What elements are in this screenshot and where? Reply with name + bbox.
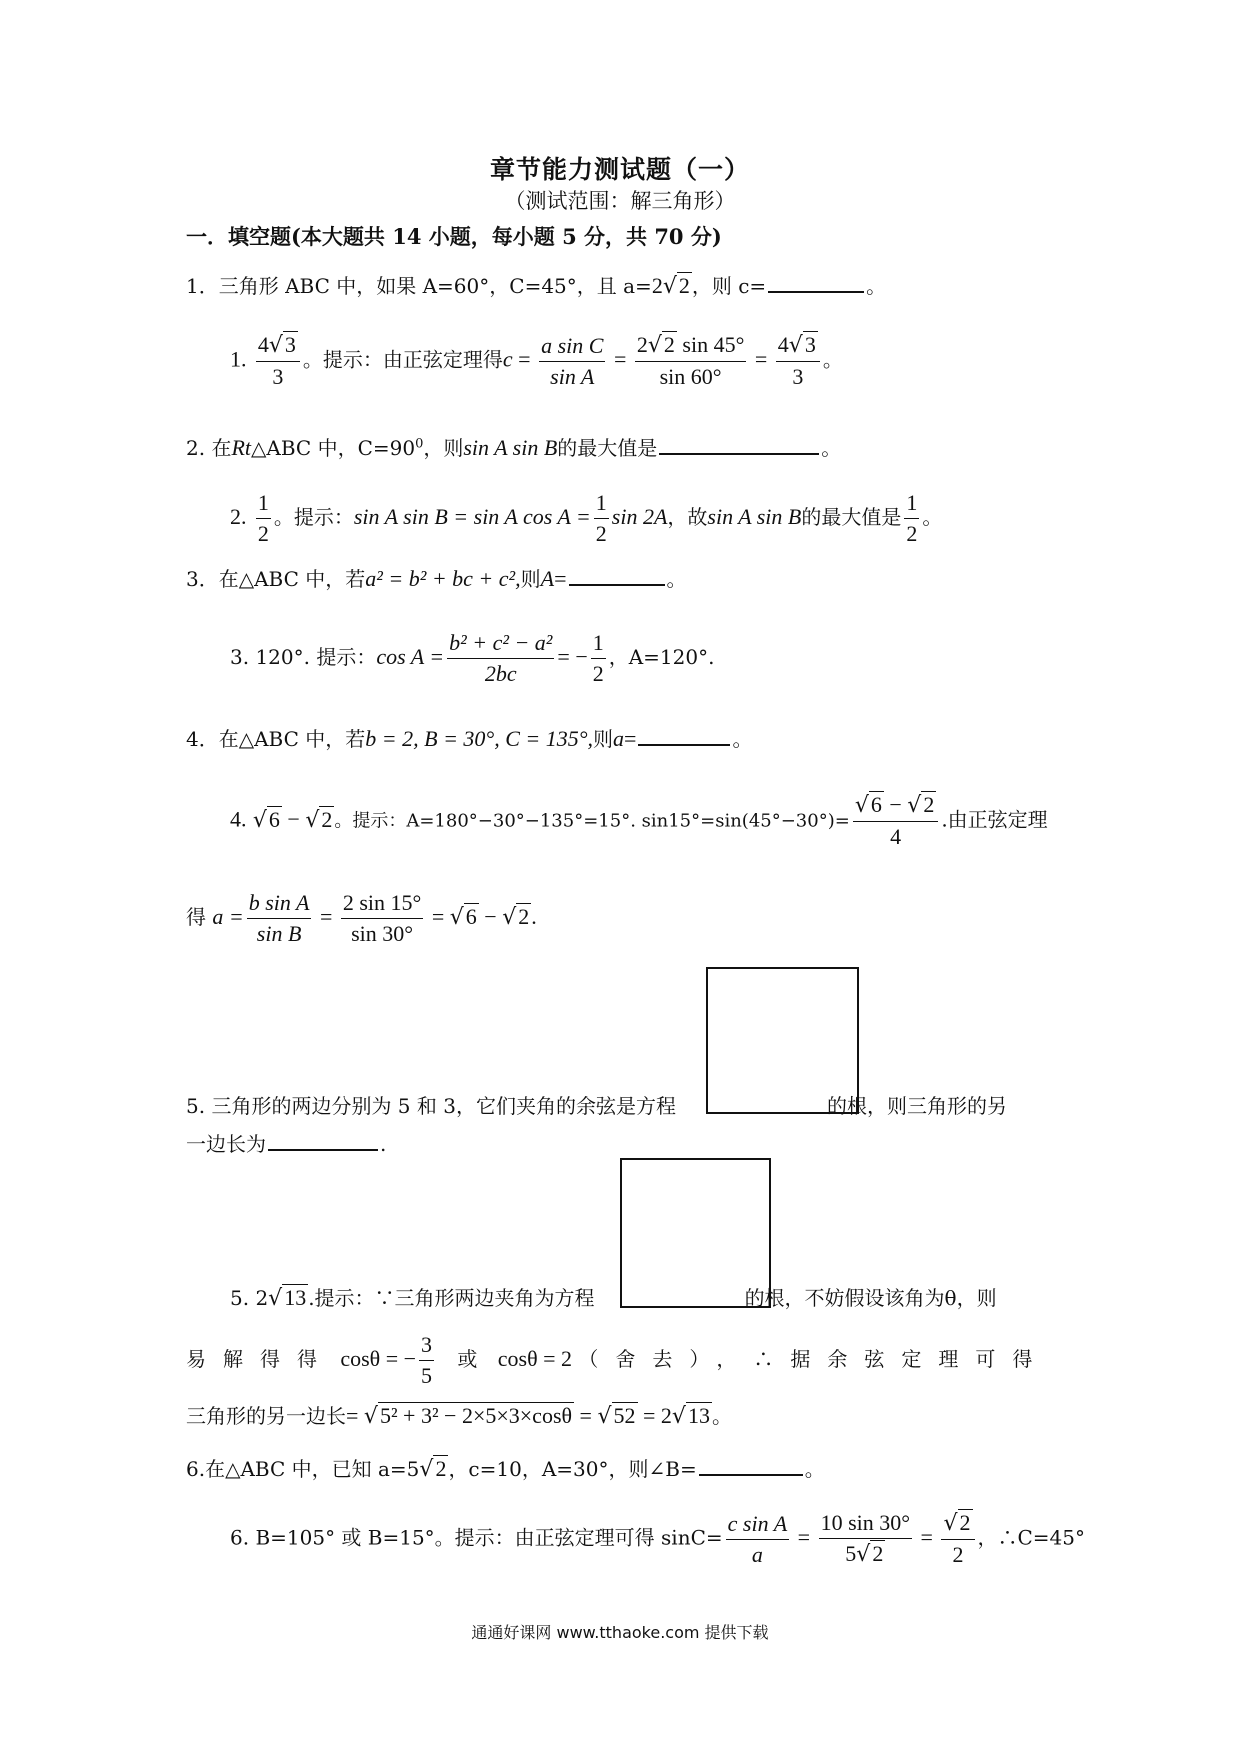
answer-5-eq2: = 2 <box>637 1403 672 1428</box>
answer-4b-den2: sin 30° <box>351 921 414 946</box>
question-1-end: 。 <box>866 274 887 298</box>
question-4 <box>186 723 752 752</box>
fraction: $\frac{2√2 \sin 45^\circ}{\sin 60^\circ}$ <box>636 332 745 389</box>
answer-5-cos1: cosθ = − <box>340 1346 417 1371</box>
answer-6-label: 6. B=105° 或 B=15°。提示：由正弦定理可得 sinC= <box>230 1525 723 1550</box>
question-3-expr: a² = b² + bc + c², <box>365 566 521 591</box>
answer-1-end: 。 <box>822 347 843 372</box>
answer-blank[interactable] <box>699 1473 803 1476</box>
answer-5: 5. 2√13 .提示：∵三角形两边夹角为方程 的根，不妨假设该角为θ，则 <box>230 1285 997 1311</box>
answer-1: 1. $\frac{4√3}{3}$ 。提示：由正弦定理得c = $\frac{\text{a sin C}}{\text{sin A}}$ = $\frac{2√2 \sin 45^\circ}{\sin 60^\circ}$ = $\frac{4√3}{3}$ 。 <box>230 330 843 392</box>
question-2-period: 。 <box>821 436 842 460</box>
question-2-mid2: ，则 <box>423 436 464 460</box>
answer-4b-den1: sin B <box>256 921 302 946</box>
page-subtitle: （测试范围：解三角形） <box>504 189 736 213</box>
answer-5-suffix: 的根，不妨假设该角为θ，则 <box>744 1286 997 1310</box>
fraction <box>247 888 312 949</box>
fraction <box>447 628 554 689</box>
answer-blank[interactable] <box>638 743 730 746</box>
fraction: $\frac{\text{a sin C}}{\text{sin A}}$ <box>541 332 604 389</box>
answer-4-minus: − <box>281 806 306 832</box>
answer-3-eq: = − <box>557 644 588 669</box>
answer-6-den2: 5 <box>845 1541 857 1566</box>
question-2: 2. 在Rt△ABC 中，$C=90^0$，则sin A sin B的最大值是 。 <box>186 435 842 460</box>
answer-blank[interactable] <box>268 1148 378 1151</box>
answer-5-line3b: = <box>346 1403 364 1428</box>
answer-5-line3a: 三角形的另一边长 <box>186 1404 346 1428</box>
answer-blank[interactable] <box>768 290 864 293</box>
question-3-eq: = <box>554 566 567 591</box>
answer-2-label: 2. <box>230 504 247 529</box>
answer-4b-end: . <box>531 904 537 929</box>
answer-6-num2: 10 sin 30° <box>819 1508 912 1539</box>
question-2-mid: △ABC 中，C=90 <box>251 436 416 460</box>
question-6-end: 。 <box>804 1457 825 1481</box>
answer-5-r52: 52 <box>613 1403 636 1428</box>
answer-5-radicand: 5² + 3² − 2×5×3×cosθ <box>379 1403 573 1428</box>
question-3-then: 则 <box>520 567 541 591</box>
answer-6-num1: c sin A <box>726 1509 789 1540</box>
answer-6-den1: a <box>751 1541 763 1567</box>
question-5-line2-text: 一边长为 <box>186 1132 266 1156</box>
answer-3-label: 3. 120°. 提示： <box>230 645 377 669</box>
answer-6-den-b: 2 <box>872 1541 884 1566</box>
question-5-prefix: 5. 三角形的两边分别为 5 和 3，它们夹角的余弦是方程 <box>186 1094 676 1118</box>
answer-5-num: 3 <box>419 1330 434 1361</box>
question-4-expr: b = 2, B = 30°, C = 135°, <box>365 726 594 751</box>
answer-3-expr: cos A = <box>376 644 445 669</box>
question-5 <box>186 1090 1056 1119</box>
answer-2-hint: 。提示： <box>273 505 354 529</box>
question-4-var: a <box>613 726 625 751</box>
sqrt-symbol: √2 <box>662 273 690 299</box>
question-4-prefix: 4．在△ABC 中，若 <box>186 727 366 751</box>
answer-4-continued: 得 a = $\frac{\text{b sin A}}{\text{sin B}}$ = $\frac{2 \sin 15^\circ}{\sin 30^\circ}$ = √6 − √2. <box>186 888 537 949</box>
answer-4-den: 4 <box>890 824 902 849</box>
answer-4b-prefix: 得 <box>186 905 206 929</box>
answer-3-den: 2bc <box>484 661 517 686</box>
fraction <box>419 1330 434 1391</box>
fraction: $\frac{√2}{2}$ <box>941 1508 974 1570</box>
answer-4-tail: .由正弦定理 <box>941 807 1048 832</box>
question-3-prefix: 3．在△ABC 中，若 <box>186 567 366 591</box>
answer-5-line2c: （舍去），∴据余弦定理可得 <box>578 1347 1050 1371</box>
answer-4b-num1: b sin A <box>247 888 312 919</box>
answer-2-expr1: sin A sin B = sin A cos A = <box>353 504 591 529</box>
question-2-prefix: 2. 在 <box>186 436 232 460</box>
section-heading: 一．填空题(本大题共 14 小题，每小题 5 分，共 70 分) <box>186 224 722 249</box>
answer-2-text: ，故 <box>667 505 708 529</box>
fraction <box>726 1509 789 1570</box>
question-5-suffix: 的根，则三角形的另 <box>826 1094 1007 1118</box>
answer-2-expr3: sin A sin B <box>707 504 802 529</box>
answer-5-line2 <box>186 1330 1049 1391</box>
answer-5-eq: = <box>574 1403 598 1428</box>
question-5-line2 <box>186 1128 386 1157</box>
question-1-middle: ，则 c= <box>691 274 767 298</box>
question-1: 1．三角形 ABC 中，如果 A=60°，C=45°，且 a=2√2 ，则 c= 。 <box>186 273 887 299</box>
question-3-var: A <box>540 566 555 591</box>
answer-blank[interactable] <box>659 452 819 455</box>
answer-5-hint: .提示：∵三角形两边夹角为方程 <box>308 1286 595 1310</box>
answer-3-end: ，A=120°. <box>608 645 715 669</box>
fraction: $\frac{√6 - √2}{4}$ <box>853 790 938 852</box>
question-6: 6.在△ABC 中，已知 a=5√2 ，c=10，A=30°，则∠B= 。 <box>186 1456 825 1482</box>
question-4-then: 则 <box>593 727 614 751</box>
fraction: $\frac{4√3}{3}$ <box>776 330 820 392</box>
fraction: $\frac{10 \sin 30^\circ}{5√2}$ <box>820 1510 911 1567</box>
question-2-expr: sin A sin B <box>463 435 558 460</box>
question-1-prefix: 1．三角形 ABC 中，如果 A=60°，C=45°，且 a= <box>186 274 652 298</box>
fraction: $\frac{1}{2}$ <box>592 630 604 686</box>
answer-2-end: 。 <box>922 505 943 529</box>
fraction <box>341 888 423 949</box>
question-3-end: 。 <box>666 567 687 591</box>
answer-5-cos2: cosθ = 2 <box>497 1346 573 1371</box>
answer-5-den: 5 <box>421 1363 433 1388</box>
question-2-rt: Rt <box>231 435 252 460</box>
question-6-mid: ，c=10，A=30°，则∠B= <box>448 1457 697 1481</box>
answer-5-line3: 三角形的另一边长= √5² + 3² − 2×5×3×cosθ = √52 = 2√13 。 <box>186 1403 732 1429</box>
question-4-end: 。 <box>732 727 753 751</box>
question-5-end: . <box>380 1132 387 1156</box>
answer-blank[interactable] <box>569 583 665 586</box>
answer-2-expr2: sin 2A <box>611 504 668 529</box>
fraction: $\frac{1}{2}$ <box>595 490 607 546</box>
question-2-end: 的最大值是 <box>557 436 658 460</box>
answer-6-end: ，∴C=45° <box>977 1525 1086 1550</box>
fraction: $\frac{4√3}{3}$ <box>256 330 300 392</box>
answer-4: 4. √6 − √2 。提示：A=180°−30°−135°=15°. sin15°=sin(45°−30°)= $\frac{√6 - √2}{4}$ .由正弦定理 <box>230 790 1048 852</box>
page-footer[interactable]: 通通好课网 www.tthaoke.com 提供下载 <box>471 1623 769 1642</box>
answer-4-label: 4. <box>230 806 247 832</box>
answer-4b-num2: 2 sin 15° <box>341 888 423 919</box>
answer-1-label: 1. <box>230 346 247 372</box>
answer-5-line2a: 易解得得 <box>186 1347 334 1371</box>
question-3 <box>186 563 687 592</box>
answer-2-text2: 的最大值是 <box>801 505 902 529</box>
fraction: $\frac{1}{2}$ <box>257 490 269 546</box>
answer-5-end: 。 <box>711 1404 732 1428</box>
answer-4-hint: 。提示：A=180°−30°−135°=15°. sin15°=sin(45°−30°)= <box>334 810 850 832</box>
answer-6: 6. B=105° 或 B=15°。提示：由正弦定理可得 sinC= $\frac{\text{c sin A}}{a}$ = $\frac{10 \sin 30^\circ}{5√2}$ = $\frac{√2}{2}$ ，∴C=45° <box>230 1508 1085 1570</box>
answer-1-hint: 。提示：由正弦定理得 <box>302 347 503 372</box>
answer-5-label: 5. 2 <box>230 1286 269 1310</box>
answer-3-num: b² + c² − a² <box>447 628 554 659</box>
answer-5-r13: 13 <box>687 1403 710 1428</box>
page-title: 章节能力测试题（一） <box>489 155 750 184</box>
answer-5-line2b: 或 <box>457 1347 478 1371</box>
fraction: $\frac{1}{2}$ <box>906 490 918 546</box>
answer-4b-expr: a = <box>212 904 244 929</box>
answer-2 <box>230 488 942 549</box>
question-6-prefix: 6.在△ABC 中，已知 a=5 <box>186 1457 420 1481</box>
question-4-eq: = <box>624 726 637 751</box>
answer-3 <box>230 628 714 689</box>
